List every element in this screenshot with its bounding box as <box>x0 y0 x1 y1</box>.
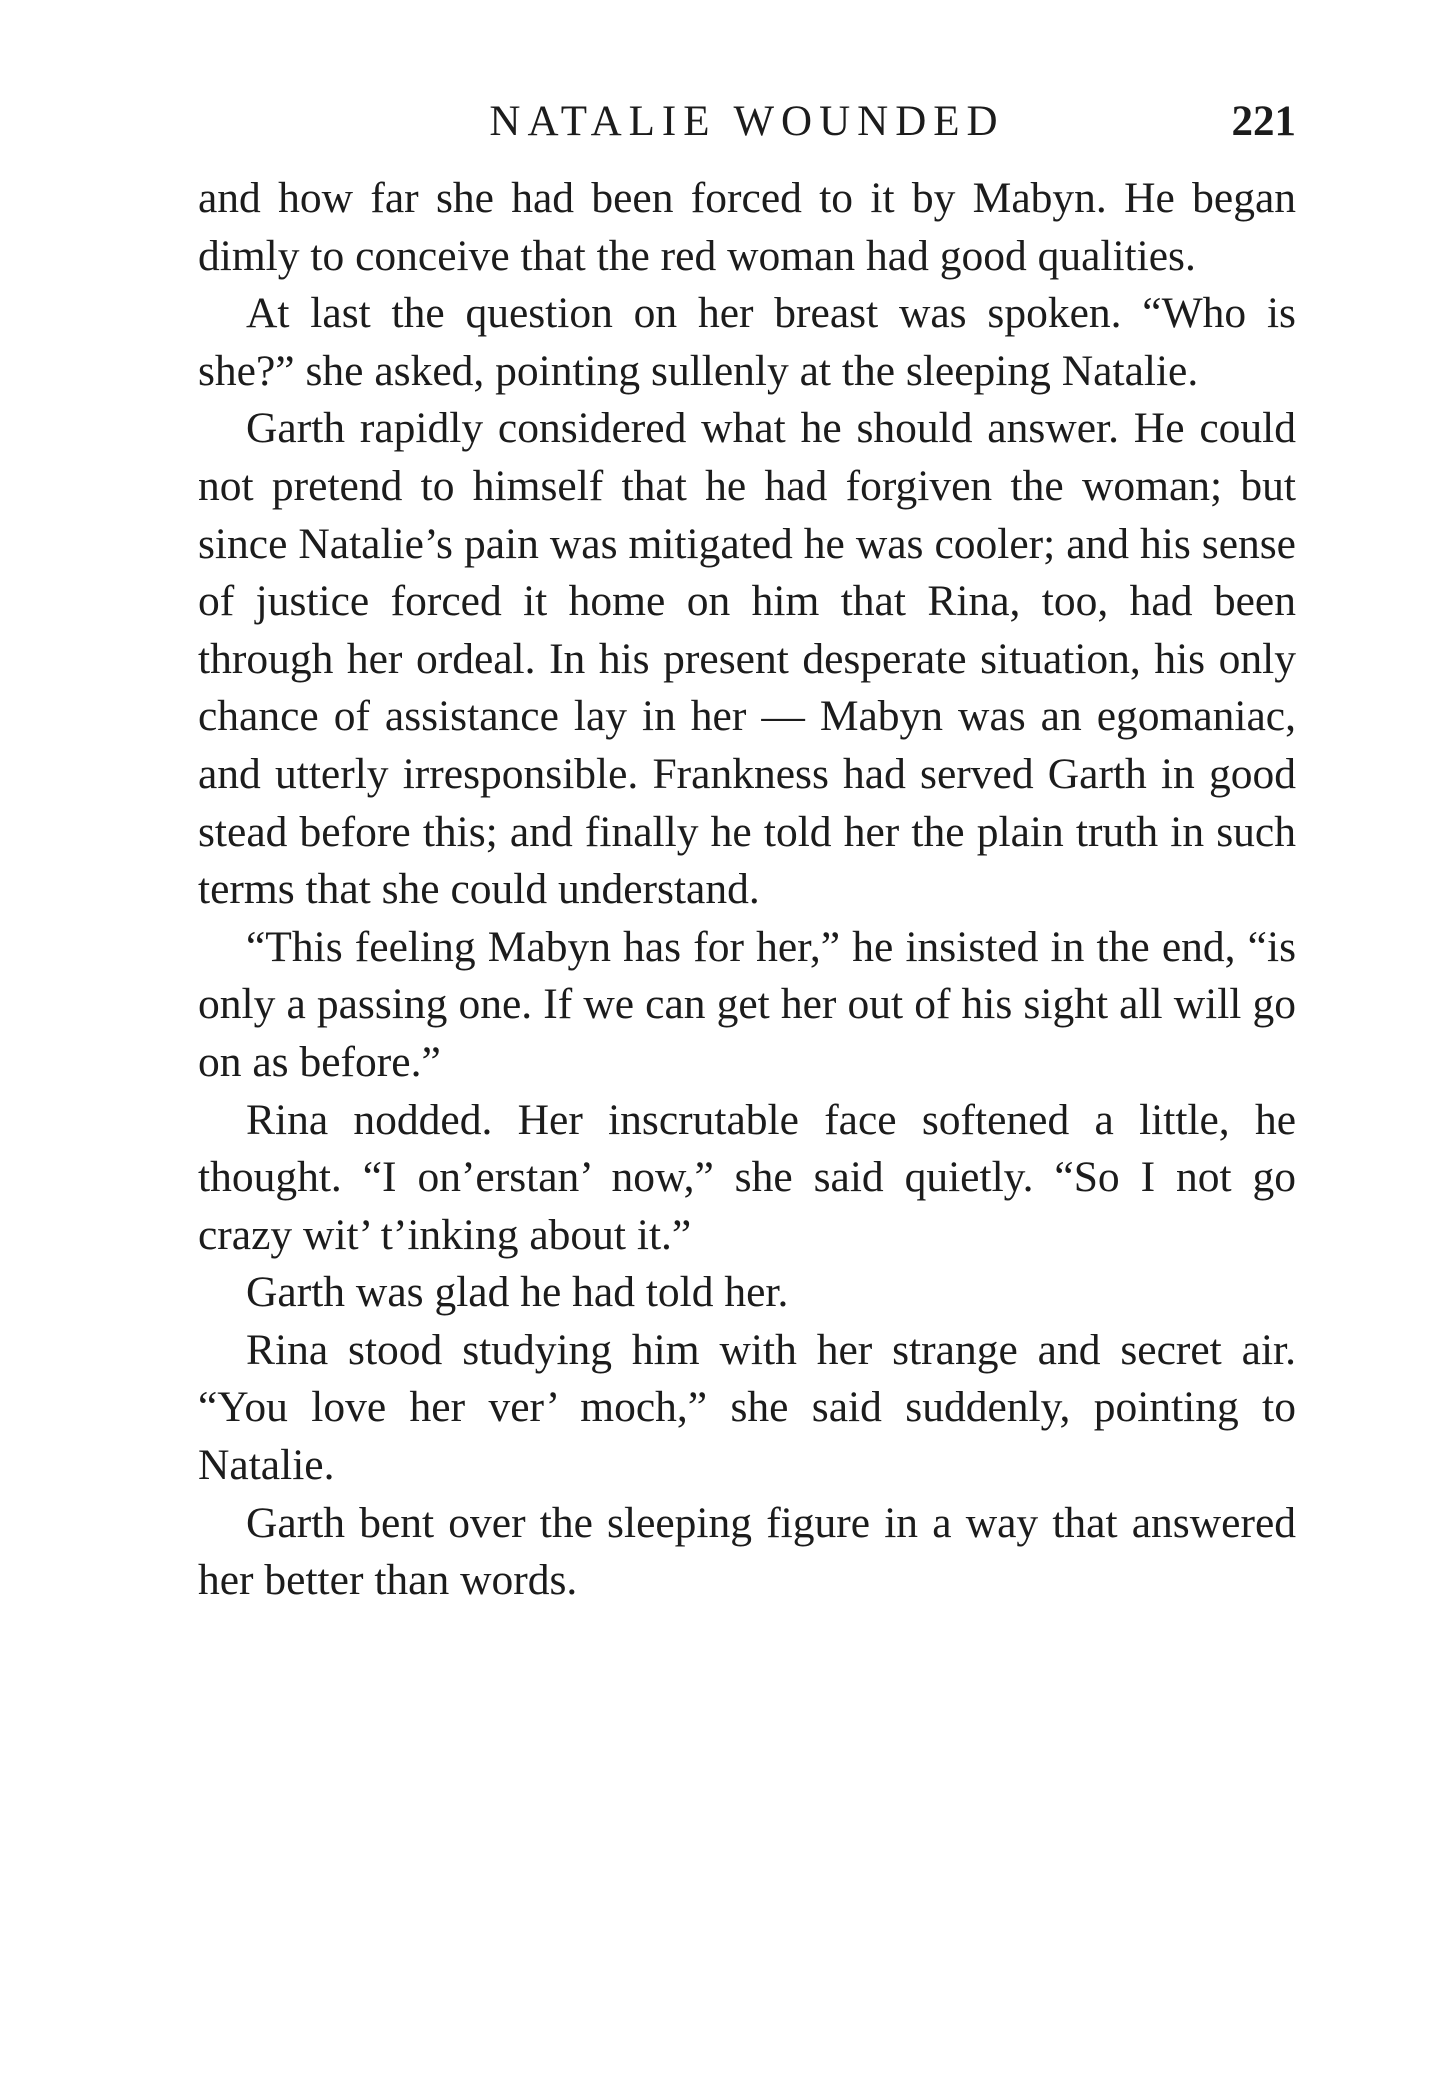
paragraph: Garth was glad he had told her. <box>246 1268 789 1317</box>
body-text <box>198 170 1296 1610</box>
page-header <box>198 92 1296 152</box>
running-title: NATALIE WOUNDED <box>489 98 1005 145</box>
paragraph: Garth rapidly considered what he should answer. He could not pretend to himself that he had forgiven the woman; but since Natalie’s pain was mitigated he was cooler; and his sense of justice forced it home on him that Rina, too, had been through her ordeal. In his present desperate situation, his only chance of assistance lay in her — Mabyn was an egomaniac, and utterly irresponsible. Frankness had served Garth in good stead before this; and finally he told her the plain truth in such terms that she could understand. <box>198 404 1296 914</box>
paragraph: Rina stood studying him with her strange and secret air. “You love her ver’ moch,” she said suddenly, pointing to Natalie. <box>198 1325 1296 1490</box>
paragraph: “This feeling Mabyn has for her,” he insisted in the end, “is only a passing one. If we can get her out of his sight all will go on as before.” <box>198 922 1296 1086</box>
paragraph: At last the question on her breast was spoken. “Who is she?” she asked, pointing sullenly at the sleeping Natalie. <box>198 289 1296 395</box>
paragraph-continued: and how far she had been forced to it by Mabyn. He began dimly to conceive that the red woman had good qualities. <box>198 174 1296 280</box>
paragraph: Rina nodded. Her inscrutable face softened a little, he thought. “I on’erstan’ now,” she said quietly. “So I not go crazy wit’ t’inking about it.” <box>198 1095 1296 1259</box>
page-number: 221 <box>1231 98 1296 145</box>
paragraph: Garth bent over the sleeping figure in a way that answered her better than words. <box>198 1498 1296 1605</box>
